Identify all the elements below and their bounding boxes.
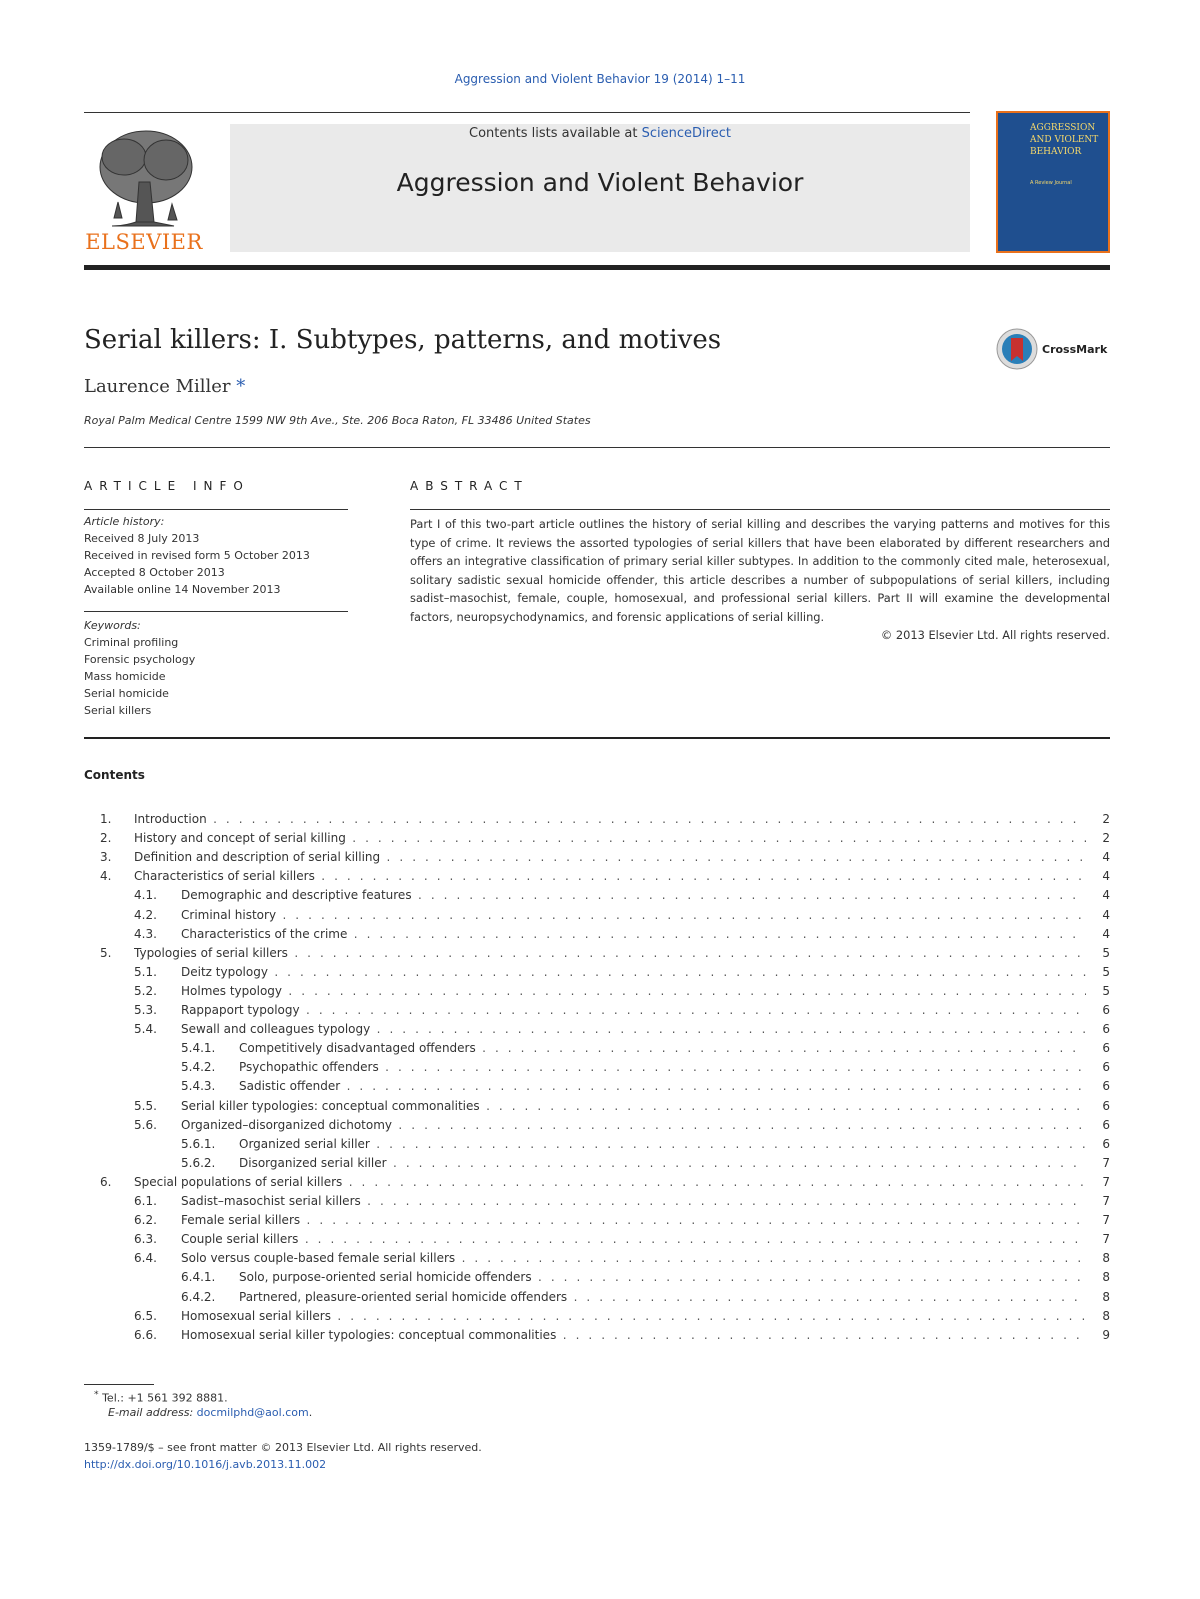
toc-number: 6.6. [134, 1327, 157, 1342]
toc-label[interactable]: Organized–disorganized dichotomy . . . [181, 1116, 1086, 1134]
toc-entry[interactable] [100, 1211, 1110, 1229]
toc-label[interactable]: Sadistic offender . . . [239, 1077, 1086, 1095]
toc-entry[interactable] [100, 1268, 1110, 1286]
author-footnote-link[interactable]: * [236, 376, 246, 397]
contents-heading: Contents [84, 768, 145, 782]
keyword: Forensic psychology [84, 653, 196, 666]
toc-label[interactable]: Introduction . . . [134, 810, 1086, 828]
toc-label[interactable]: Competitively disadvantaged offenders . . . [239, 1039, 1086, 1057]
history-online: Available online 14 November 2013 [84, 583, 281, 596]
toc-label[interactable]: Psychopathic offenders . . . [239, 1058, 1086, 1076]
toc-label[interactable]: Deitz typology . . . [181, 963, 1086, 981]
toc-page-number: 7 [1102, 1155, 1110, 1170]
crossmark-icon[interactable] [996, 328, 1038, 370]
keyword: Mass homicide [84, 670, 166, 683]
toc-page-number: 7 [1102, 1194, 1110, 1208]
sciencedirect-link[interactable]: ScienceDirect [641, 126, 731, 141]
toc-number: 5.6.2. [181, 1155, 216, 1170]
toc-label[interactable]: Serial killer typologies: conceptual commonalities . . . [181, 1097, 1086, 1115]
toc-page-number: 2 [1102, 831, 1110, 846]
toc-number: 5.2. [134, 983, 157, 998]
toc-entry[interactable] [100, 925, 1110, 943]
toc-entry[interactable] [100, 1097, 1110, 1115]
elsevier-wordmark: ELSEVIER [85, 230, 203, 254]
toc-entry[interactable] [100, 1039, 1110, 1057]
toc-page-number: 7 [1102, 1213, 1110, 1228]
footnote-email [108, 1406, 312, 1419]
toc-label[interactable]: Characteristics of the crime . . . [181, 925, 1086, 943]
toc-label[interactable]: Sewall and colleagues typology . . . [181, 1020, 1086, 1038]
toc-label[interactable]: Typologies of serial killers . . . [134, 944, 1086, 962]
toc-number: 5.6. [134, 1117, 157, 1132]
toc-label[interactable]: Special populations of serial killers . . . [134, 1173, 1086, 1191]
toc-number: 4.1. [134, 888, 157, 903]
abstract-text: Part I of this two-part article outlines the history of serial killing and describes the varying patterns and motives for this type of crime. It reviews the assorted typologies of serial killers that have been elaborated by different researchers and offers an integrative classification of primary serial killer subtypes. In addition to the commonly cited male, heterosexual, solitary sadistic sexual homicide offender, this article describes a number of subpopulations of serial killers, including sadist–masochist, female, couple, homosexual, and professional serial killers. Part II will examine the developmental factors, neuropsychodynamics, and forensic applications of serial killing. [410, 517, 1110, 624]
toc-label[interactable]: Demographic and descriptive features . . . [181, 886, 1086, 904]
crossmark-label[interactable]: CrossMark [1042, 343, 1108, 356]
toc-page-number: 4 [1102, 888, 1110, 903]
article-title: Serial killers: I. Subtypes, patterns, and motives [84, 325, 722, 355]
toc-number: 5.3. [134, 1003, 157, 1017]
toc-number: 5.5. [134, 1098, 157, 1113]
toc-entry[interactable] [100, 906, 1110, 924]
toc-page-number: 8 [1102, 1270, 1110, 1285]
toc-page-number: 2 [1102, 812, 1110, 826]
contents-prefix: Contents lists available at [469, 126, 638, 141]
toc-page-number: 7 [1102, 1174, 1110, 1189]
toc-entry[interactable] [100, 963, 1110, 981]
abstract-copyright: © 2013 Elsevier Ltd. All rights reserved. [880, 628, 1110, 642]
toc-entry[interactable] [100, 1135, 1110, 1153]
toc-page-number: 8 [1102, 1308, 1110, 1323]
footnote-mark: * [94, 1389, 99, 1400]
toc-entry[interactable] [100, 1307, 1110, 1325]
abstract-rule [410, 509, 1110, 510]
affiliation-rule [84, 447, 1110, 448]
toc-entry[interactable] [100, 1077, 1110, 1095]
section-rule [84, 737, 1110, 739]
keyword: Serial killers [84, 704, 152, 717]
toc-entry[interactable] [100, 1288, 1110, 1306]
history-received: Received 8 July 2013 [84, 532, 200, 545]
contents-available-line [230, 126, 970, 141]
running-head[interactable]: Aggression and Violent Behavior 19 (2014) 1–11 [454, 72, 746, 86]
toc-label[interactable]: Characteristics of serial killers . . . [134, 867, 1086, 885]
keyword: Serial homicide [84, 687, 169, 700]
toc-number: 6.4. [134, 1251, 157, 1266]
toc-number: 6.3. [134, 1232, 157, 1247]
toc-page-number: 9 [1102, 1327, 1110, 1342]
toc-page-number: 6 [1102, 1022, 1110, 1037]
toc-label[interactable]: Couple serial killers . . . [181, 1230, 1086, 1248]
toc-label[interactable]: Homosexual serial killer typologies: conceptual commonalities . . . [181, 1326, 1086, 1344]
toc-label[interactable]: Definition and description of serial killing . . . [134, 848, 1086, 866]
toc-number: 5.4.3. [181, 1079, 216, 1094]
toc-page-number: 4 [1102, 850, 1110, 865]
history-revised: Received in revised form 5 October 2013 [84, 549, 310, 562]
masthead-thick-rule [84, 265, 1110, 270]
toc-entry[interactable] [100, 829, 1110, 847]
toc-number: 4.2. [134, 907, 157, 922]
toc-label[interactable]: Homosexual serial killers . . . [181, 1307, 1086, 1325]
toc-page-number: 5 [1102, 964, 1110, 979]
toc-number: 5.4.1. [181, 1041, 216, 1056]
toc-entry[interactable] [100, 1001, 1110, 1019]
toc-page-number: 4 [1102, 907, 1110, 922]
toc-page-number: 6 [1102, 1003, 1110, 1017]
toc-page-number: 6 [1102, 1041, 1110, 1056]
toc-entry[interactable] [100, 982, 1110, 1000]
footnote-tel [94, 1389, 228, 1405]
toc-number: 2. [100, 831, 112, 846]
toc-page-number: 6 [1102, 1098, 1110, 1113]
author-affiliation: Royal Palm Medical Centre 1599 NW 9th Ave., Ste. 206 Boca Raton, FL 33486 United States [84, 414, 591, 427]
email-link[interactable]: docmilphd@aol.com [196, 1406, 309, 1419]
toc-label[interactable]: Partnered, pleasure-oriented serial homicide offenders . . . [239, 1288, 1086, 1306]
toc-page-number: 6 [1102, 1117, 1110, 1132]
toc-page-number: 4 [1102, 926, 1110, 941]
doi-link[interactable]: http://dx.doi.org/10.1016/j.avb.2013.11.002 [84, 1458, 327, 1471]
toc-number: 6.4.1. [181, 1270, 216, 1285]
toc-label[interactable]: Disorganized serial killer . . . [239, 1154, 1086, 1172]
toc-entry[interactable] [100, 810, 1110, 828]
abstract-heading: ABSTRACT [410, 479, 529, 493]
toc-page-number: 6 [1102, 1060, 1110, 1075]
toc-number: 3. [100, 850, 112, 865]
toc-number: 4. [100, 869, 112, 884]
toc-entry[interactable] [100, 886, 1110, 904]
toc-page-number: 6 [1102, 1079, 1110, 1094]
keywords [84, 617, 348, 719]
header-rule [84, 112, 970, 113]
history-label: Article history: [84, 515, 165, 528]
email-period: . [308, 1406, 313, 1419]
journal-title[interactable]: Aggression and Violent Behavior [396, 168, 804, 197]
toc-entry[interactable] [100, 1058, 1110, 1076]
toc-number: 6.1. [134, 1194, 157, 1208]
toc-page-number: 8 [1102, 1251, 1110, 1266]
email-label: E-mail address: [108, 1406, 194, 1419]
cover-title: AGGRESSION AND VIOLENT BEHAVIOR [1030, 123, 1099, 157]
toc-number: 5. [100, 945, 112, 960]
toc-label[interactable]: Rappaport typology . . . [181, 1001, 1086, 1019]
toc-label[interactable]: Holmes typology . . . [181, 982, 1086, 1000]
issn-line: 1359-1789/$ – see front matter © 2013 Elsevier Ltd. All rights reserved. [84, 1441, 482, 1454]
toc-page-number: 8 [1102, 1289, 1110, 1304]
keyword: Criminal profiling [84, 636, 179, 649]
toc-number: 4.3. [134, 926, 157, 941]
cover-subtitle: A Review Journal [1030, 180, 1072, 186]
toc-label[interactable]: History and concept of serial killing . . . [134, 829, 1086, 847]
toc-entry[interactable] [100, 1230, 1110, 1248]
footnote-rule [84, 1384, 154, 1385]
toc-number: 6.5. [134, 1308, 157, 1323]
toc-entry[interactable] [100, 867, 1110, 885]
article-info-heading: ARTICLE INFO [84, 479, 250, 493]
toc-label[interactable]: Solo, purpose-oriented serial homicide offenders . . . [239, 1268, 1086, 1286]
toc-number: 5.1. [134, 964, 157, 979]
toc-label[interactable]: Criminal history . . . [181, 906, 1086, 924]
toc-entry[interactable] [100, 944, 1110, 962]
toc-number: 5.4.2. [181, 1060, 216, 1075]
toc-label[interactable]: Organized serial killer . . . [239, 1135, 1086, 1153]
toc-number: 6.2. [134, 1213, 157, 1228]
author-line [84, 376, 245, 397]
toc-number: 6.4.2. [181, 1289, 216, 1304]
footnote-tel-text: Tel.: +1 561 392 8881. [102, 1391, 228, 1405]
toc-entry[interactable] [100, 1020, 1110, 1038]
toc-page-number: 5 [1102, 945, 1110, 960]
toc-entry[interactable] [100, 1249, 1110, 1267]
toc-page-number: 5 [1102, 983, 1110, 998]
toc-number: 5.4. [134, 1022, 157, 1037]
toc-entry[interactable] [100, 848, 1110, 866]
toc-page-number: 7 [1102, 1232, 1110, 1247]
toc-entry[interactable] [100, 1192, 1110, 1210]
article-history [84, 513, 348, 598]
toc-entry[interactable] [100, 1326, 1110, 1344]
toc-label[interactable]: Female serial killers . . . [181, 1211, 1086, 1229]
toc-number: 6. [100, 1174, 112, 1189]
toc-label[interactable]: Sadist–masochist serial killers . . . [181, 1192, 1086, 1210]
toc-entry[interactable] [100, 1154, 1110, 1172]
toc-entry[interactable] [100, 1116, 1110, 1134]
history-accepted: Accepted 8 October 2013 [84, 566, 225, 579]
toc-page-number: 4 [1102, 869, 1110, 884]
keywords-rule [84, 611, 348, 612]
toc-page-number: 6 [1102, 1136, 1110, 1151]
toc-label[interactable]: Solo versus couple-based female serial killers . . . [181, 1249, 1086, 1267]
toc-number: 1. [100, 812, 112, 826]
article-info-rule [84, 509, 348, 510]
author-name: Laurence Miller [84, 376, 231, 397]
keywords-label: Keywords: [84, 619, 141, 632]
toc-number: 5.6.1. [181, 1136, 216, 1151]
toc-entry[interactable] [100, 1173, 1110, 1191]
